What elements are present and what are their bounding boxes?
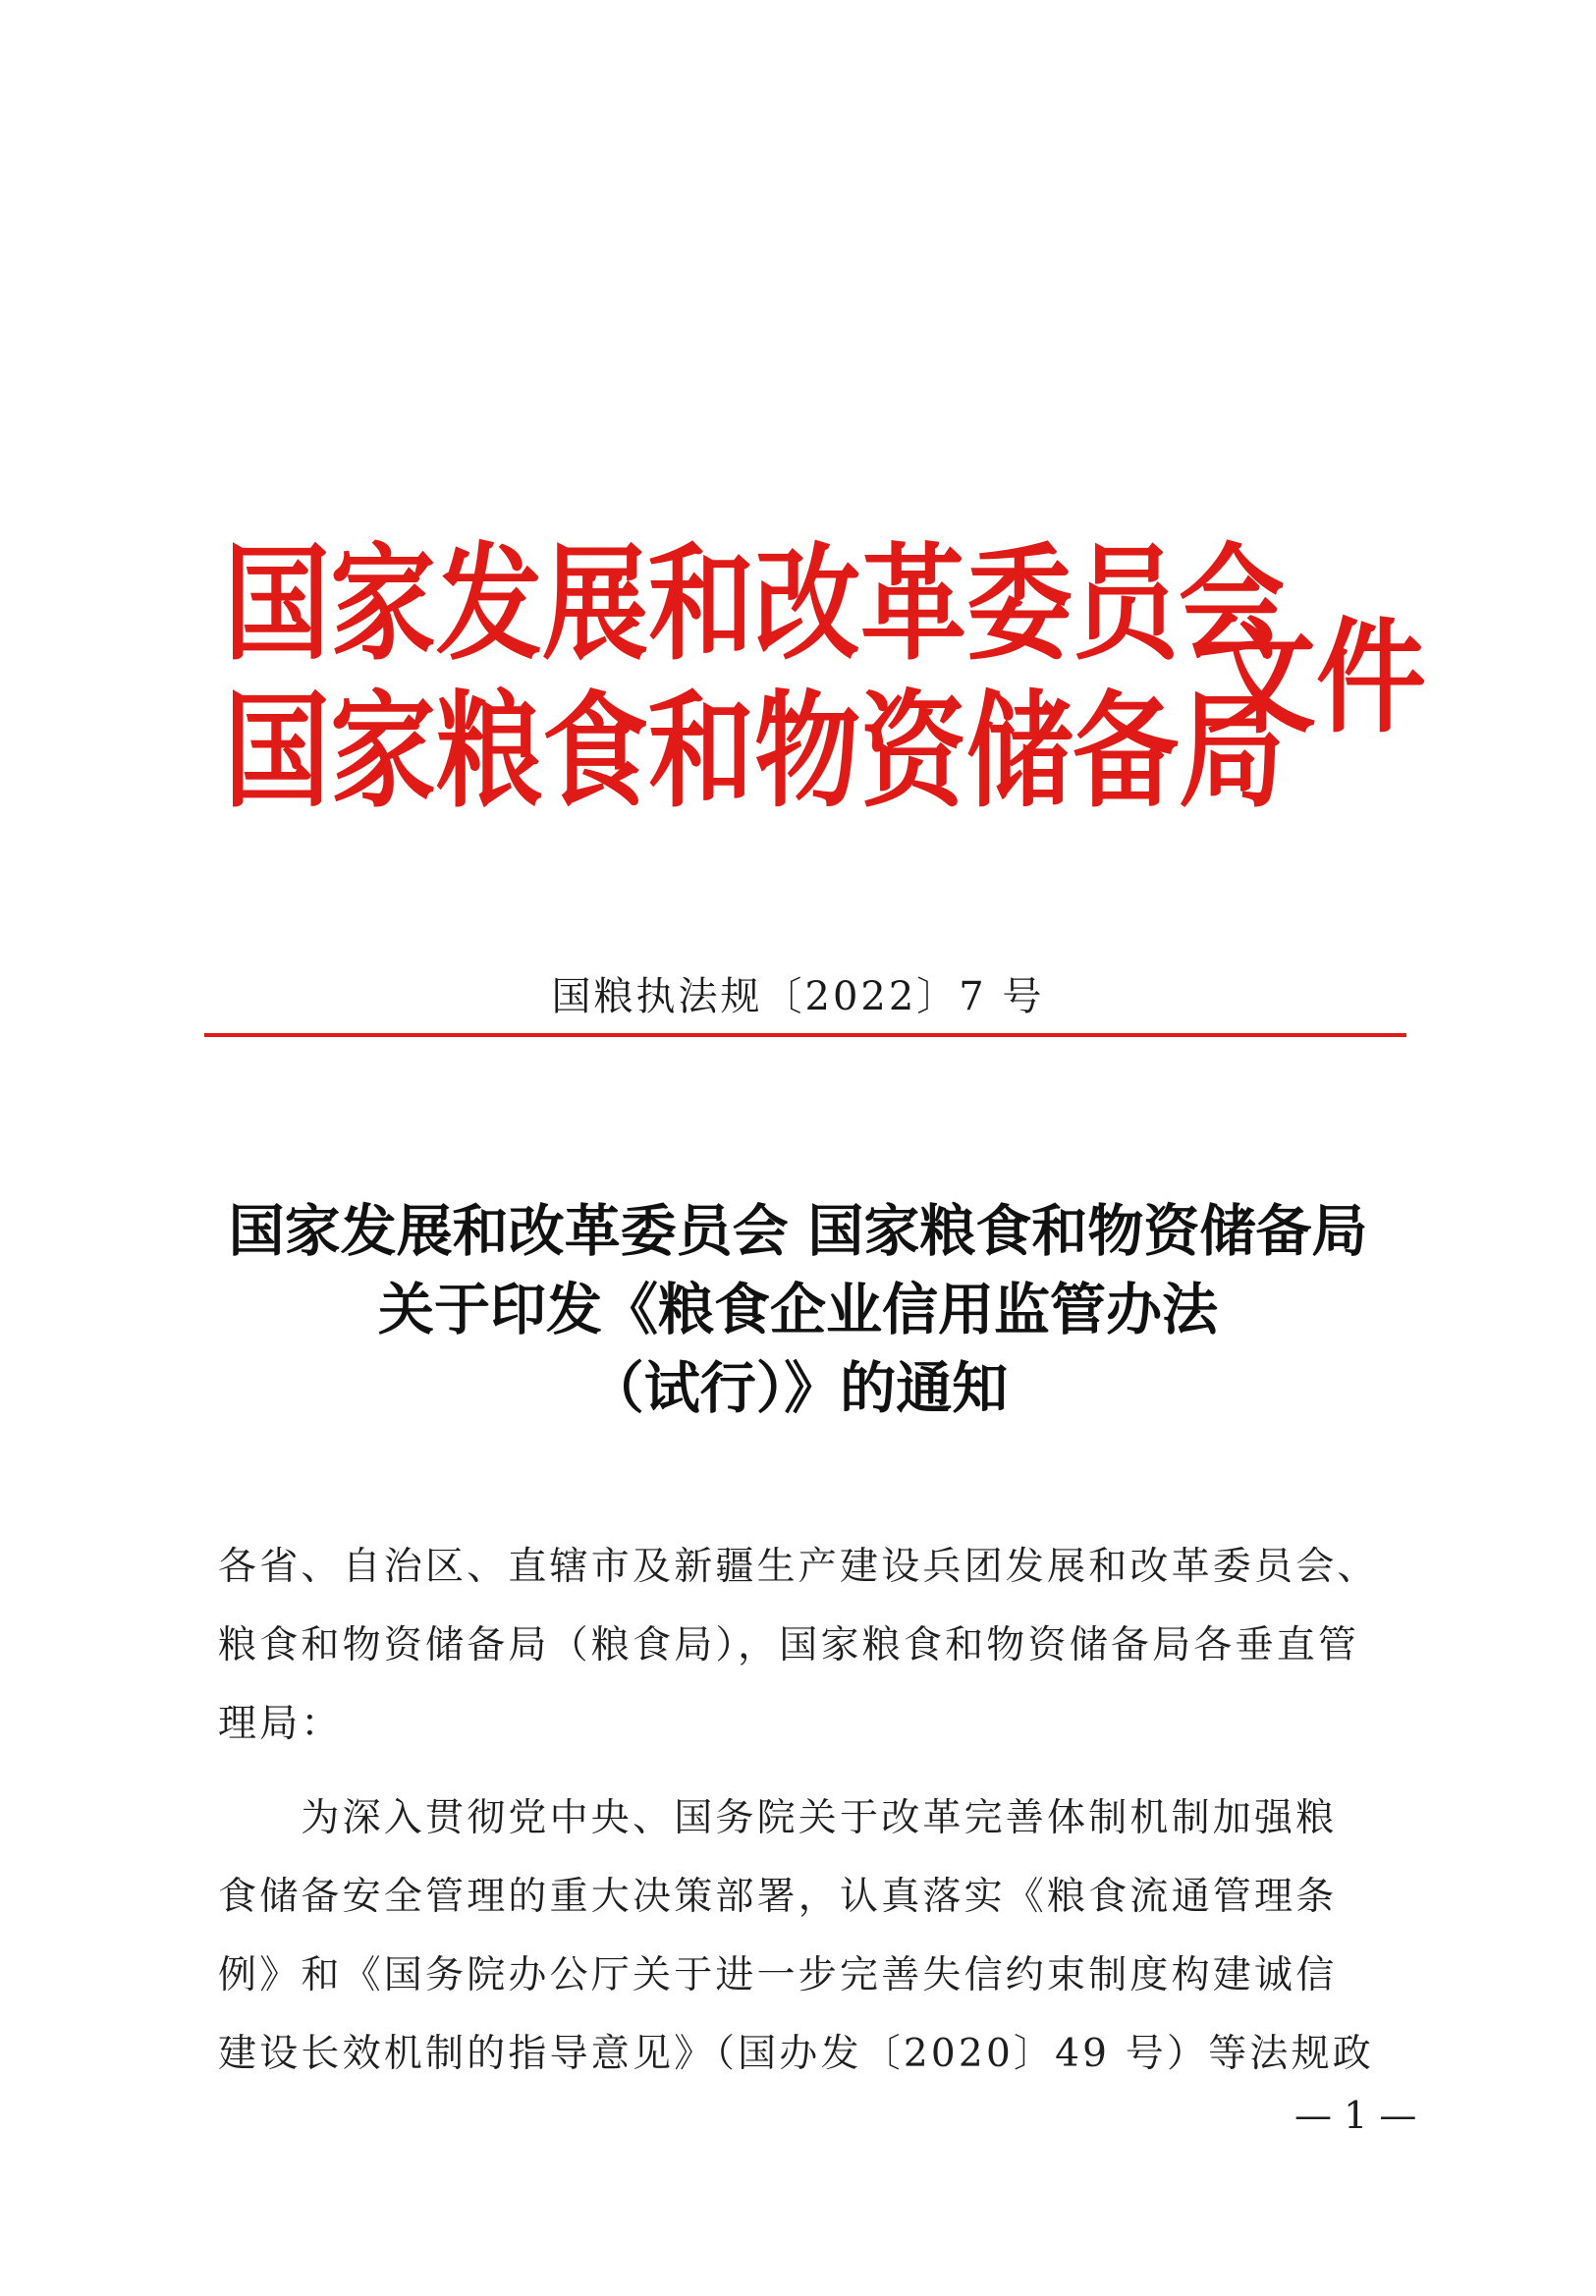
document-body	[218, 1528, 1393, 2094]
text-line: 粮食和物资储备局（粮食局），国家粮食和物资储备局各垂直管	[218, 1623, 1360, 1667]
text-line: 例》和《国务院办公厅关于进一步完善失信约束制度构建诚信	[218, 1953, 1338, 1997]
text-line: 建设长效机制的指导意见》（国办发〔2020〕49 号）等法规政	[218, 2032, 1374, 2076]
document-number: 国粮执法规〔2022〕7 号	[551, 974, 1045, 1019]
title-line: 关于印发《粮食企业信用监管办法	[378, 1277, 1218, 1342]
title-line: （试行）》的通知	[587, 1355, 1009, 1421]
red-divider-line	[204, 1033, 1406, 1037]
letterhead-suffix: 文件	[1206, 607, 1426, 750]
text-line: 食储备安全管理的重大决策部署，认真落实《粮食流通管理条	[218, 1875, 1338, 1919]
text-line: 为深入贯彻党中央、国务院关于改革完善体制机制加强粮	[218, 1796, 1338, 1840]
text-line: 理局：	[218, 1702, 343, 1746]
issuer-name-ndrc: 国家发展和改革委员会	[224, 532, 1286, 678]
title-line: 国家发展和改革委员会 国家粮食和物资储备局	[228, 1198, 1368, 1264]
body-paragraph	[218, 1779, 1393, 2094]
text-line: 各省、自治区、直辖市及新疆生产建设兵团发展和改革委员会、	[218, 1545, 1379, 1589]
page-number: — 1 —	[1294, 2094, 1417, 2137]
letterhead	[224, 530, 1426, 845]
recipients-paragraph	[218, 1528, 1393, 1764]
issuer-name-grain-bureau: 国家粮食和物资储备局	[224, 680, 1286, 825]
document-title	[147, 1192, 1449, 1428]
